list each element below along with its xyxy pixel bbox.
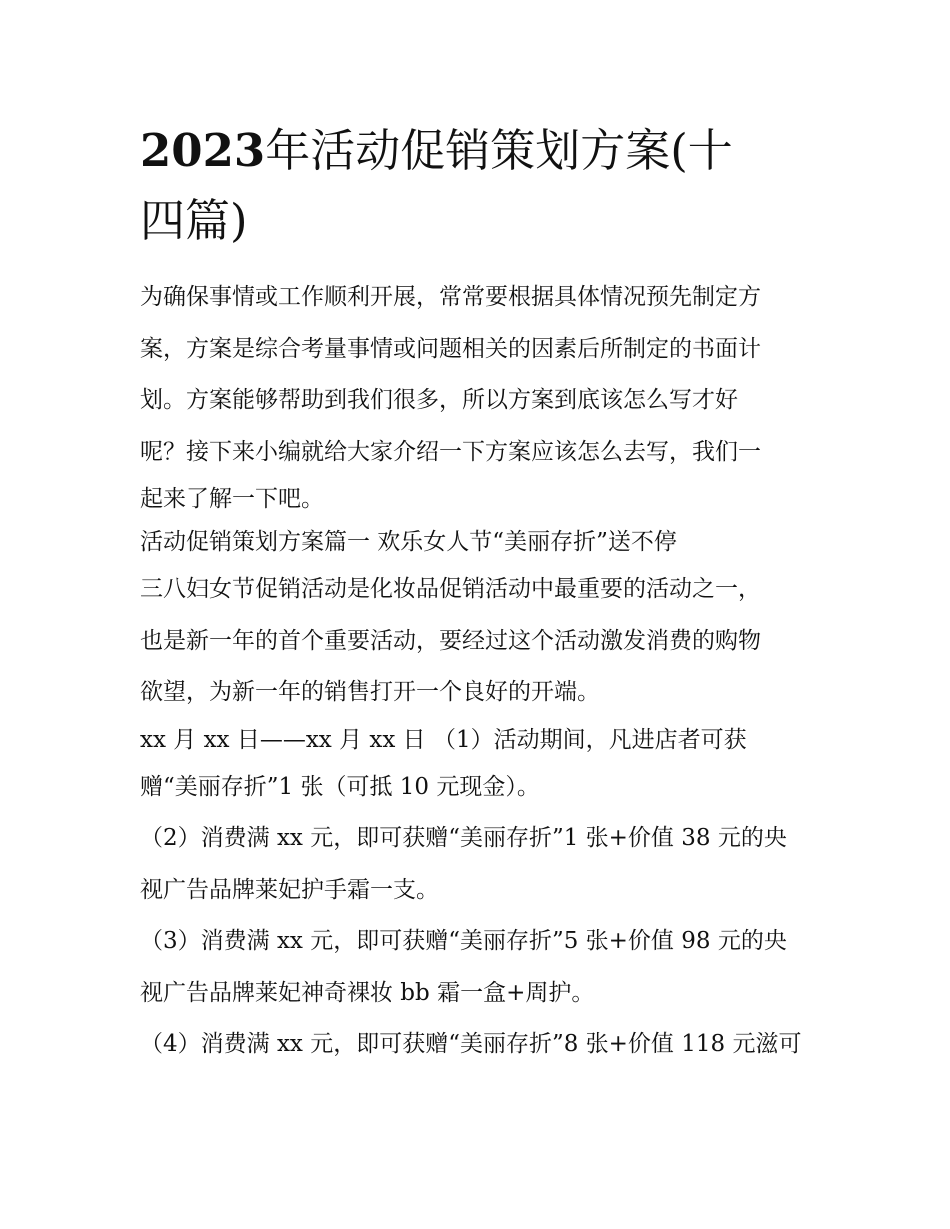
title-year: 2023 [140, 124, 266, 177]
paragraph-line: （3）消费满 xx 元，即可获赠“美丽存折”5 张+价值 98 元的央 [140, 928, 787, 954]
title-line1-text: 年活动促销策划方案(十 [265, 124, 733, 177]
paragraph-line: 三八妇女节促销活动是化妆品促销活动中最重要的活动之一， [140, 576, 761, 602]
section-heading: 活动促销策划方案篇一 欢乐女人节“美丽存折”送不停 [140, 529, 677, 555]
paragraph-line: 为确保事情或工作顺利开展，常常要根据具体情况预先制定方 [140, 284, 761, 310]
paragraph-line: 呢？接下来小编就给大家介绍一下方案应该怎么去写，我们一 [140, 438, 761, 465]
document-body [140, 272, 820, 1071]
document-title [140, 116, 820, 256]
paragraph-line: 划。方案能够帮助到我们很多，所以方案到底该怎么写才好 [140, 387, 738, 413]
paragraph-line: 视广告品牌莱妃护手霜一支。 [140, 876, 439, 903]
paragraph-line: 案，方案是综合考量事情或问题相关的因素后所制定的书面计 [140, 335, 761, 362]
title-line2-text: 四篇) [140, 194, 248, 247]
document-content [140, 116, 820, 1071]
paragraph-line: 赠“美丽存折”1 张（可抵 10 元现金）。 [140, 773, 540, 800]
paragraph-line: xx 月 xx 日——xx 月 xx 日 （1）活动期间，凡进店者可获 [140, 726, 747, 753]
paragraph-line: 也是新一年的首个重要活动，要经过这个活动激发消费的购物 [140, 627, 761, 654]
paragraph-line: （2）消费满 xx 元，即可获赠“美丽存折”1 张+价值 38 元的央 [140, 825, 787, 851]
paragraph-line: 视广告品牌莱妃神奇裸妆 bb 霜一盒+周护。 [140, 979, 595, 1006]
paragraph-line: （4）消费满 xx 元，即可获赠“美丽存折”8 张+价值 118 元滋可 [140, 1031, 802, 1057]
paragraph-line: 起来了解一下吧。 [140, 486, 324, 512]
paragraph-line: 欲望，为新一年的销售打开一个良好的开端。 [140, 679, 600, 705]
